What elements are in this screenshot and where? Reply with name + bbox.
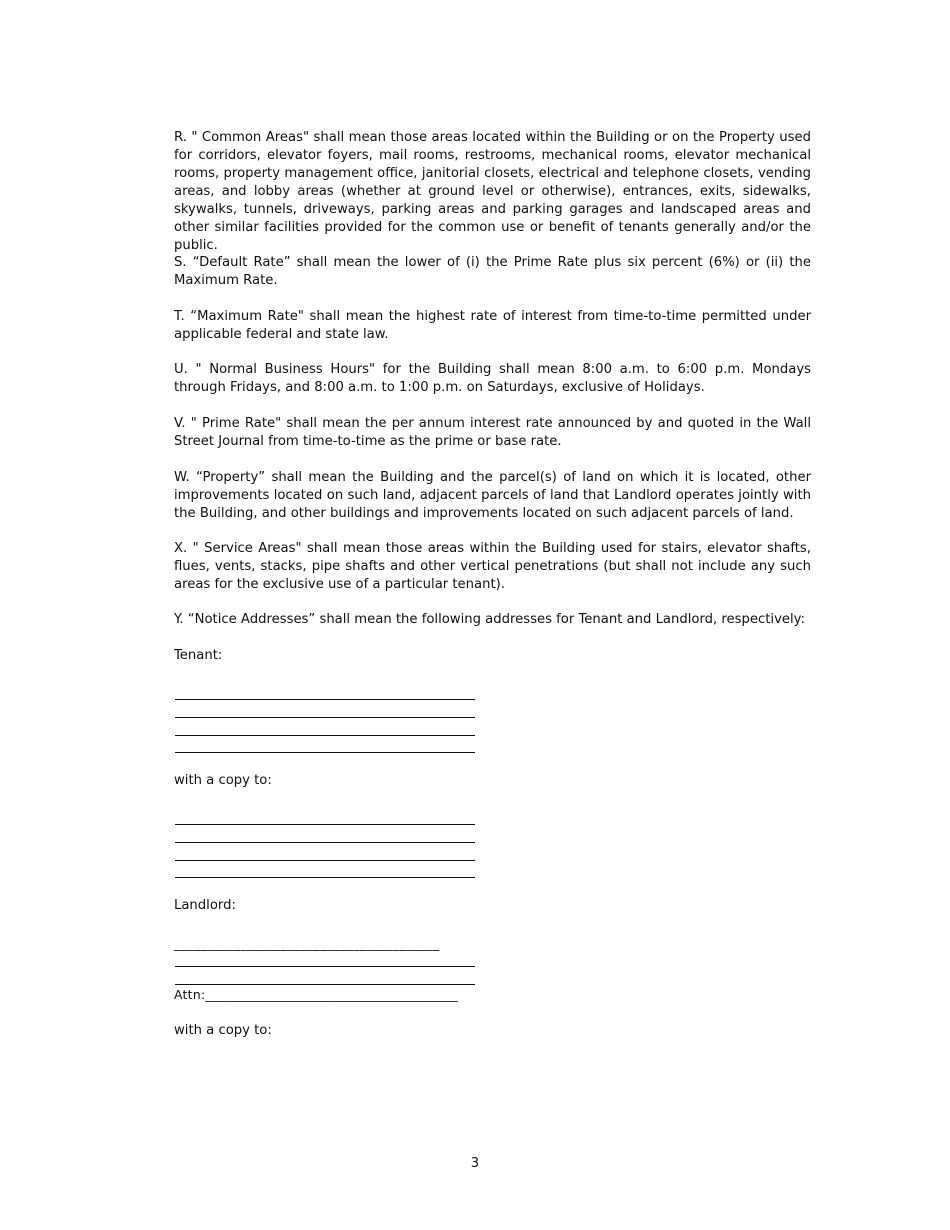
definition-service-areas: X. " Service Areas" shall mean those areas within the Building used for stairs, elevator shafts, flues, vents, stacks, pipe shafts and other vertical penetrations (but shall not include any such areas for the exclusive use of a particular tenant). <box>174 541 811 592</box>
landlord-address-line <box>175 984 475 985</box>
definition-property: W. “Property” shall mean the Building and the parcel(s) of land on which it is located, other improvements located on such land, adjacent parcels of land that Landlord operates jointly with the Building, and other buildings and improvements located on such adjacent parcels of land. <box>174 470 811 521</box>
tenant-label: Tenant: <box>174 648 223 663</box>
definition-notice-addresses: Y. “Notice Addresses” shall mean the following addresses for Tenant and Landlord, respectively: <box>174 612 805 627</box>
landlord-copy-label: with a copy to: <box>174 1023 272 1038</box>
tenant-address-line <box>175 699 475 700</box>
tenant-address-line <box>175 717 475 718</box>
copy-address-line <box>175 877 475 878</box>
tenant-copy-label: with a copy to: <box>174 773 272 788</box>
landlord-label: Landlord: <box>174 898 236 913</box>
definition-prime-rate: V. " Prime Rate" shall mean the per annum interest rate announced by and quoted in the Wall Street Journal from time-to-time as the prime or base rate. <box>174 416 811 449</box>
page-number: 3 <box>470 1156 480 1171</box>
copy-address-line <box>175 842 475 843</box>
definition-normal-business-hours: U. " Normal Business Hours" for the Building shall mean 8:00 a.m. to 6:00 p.m. Mondays through Fridays, and 8:00 a.m. to 1:00 p.m. on Saturdays, exclusive of Holidays. <box>174 362 811 395</box>
copy-address-line <box>175 824 475 825</box>
tenant-address-line <box>175 735 475 736</box>
definition-maximum-rate: T. “Maximum Rate" shall mean the highest rate of interest from time-to-time permitted under applicable federal and state law. <box>174 309 811 342</box>
landlord-address-underscore-line: ________________________________________ <box>174 936 440 951</box>
copy-address-line <box>175 860 475 861</box>
landlord-attn-line: Attn:_______________________________________ <box>174 987 458 1002</box>
tenant-address-line <box>175 752 475 753</box>
definition-common-areas: R. " Common Areas" shall mean those areas located within the Building or on the Property used for corridors, elevator foyers, mail rooms, restrooms, mechanical rooms, elevator mechanical rooms, property management office, janitorial closets, electrical and telephone closets, vending areas, and lobby areas (whether at ground level or otherwise), entrances, exits, sidewalks, skywalks, tunnels, driveways, parking areas and parking garages and landscaped areas and other similar facilities provided for the common use or benefit of tenants generally and/or the public. <box>174 130 811 253</box>
landlord-address-line <box>175 966 475 967</box>
definition-default-rate: S. “Default Rate” shall mean the lower of (i) the Prime Rate plus six percent (6%) or (ii) the Maximum Rate. <box>174 255 811 288</box>
